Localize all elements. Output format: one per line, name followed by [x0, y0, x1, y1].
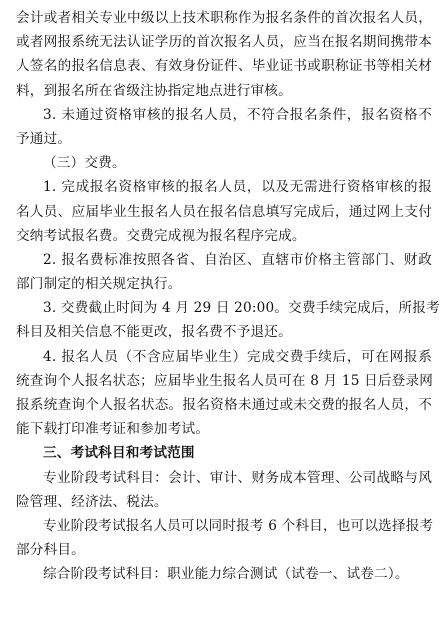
paragraph-line: 2. 报名费标准按照各省、自治区、直辖市价格主管部门、财政 — [43, 251, 432, 268]
paragraph-line: 险管理、经济法、税法。 — [16, 493, 168, 510]
paragraph-line: 专业阶段考试报名人员可以同时报考 6 个科目，也可以选择报考 — [43, 517, 434, 534]
paragraph-line: 报系统查询个人报名状态。报名资格未通过或未交费的报名人员，不 — [16, 397, 432, 413]
paragraph-line: 名人员、应届毕业生报名人员在报名信息填写完成后，通过网上支付 — [16, 203, 432, 220]
paragraph-line: 统查询个人报名状态；应届毕业生报名人员可在 8 月 15 日后登录网 — [16, 372, 434, 389]
paragraph-line: 部分科目。 — [16, 542, 85, 559]
paragraph-line: 综合阶段考试科目：职业能力综合测试（试卷一、试卷二）。 — [43, 566, 409, 583]
paragraph-line: 料，到报名所在省级注协指定地点进行审核。 — [16, 82, 292, 99]
paragraph-line: 专业阶段考试科目：会计、审计、财务成本管理、公司战略与风 — [43, 469, 432, 486]
paragraph-line: 会计或者相关专业中级以上技术职称作为报名条件的首次报名人员， — [16, 10, 432, 26]
section-heading: 三、考试科目和考试范围 — [43, 445, 195, 462]
paragraph-line: 人签名的报名信息表、有效身份证件、毕业证书或职称证书等相关材 — [16, 58, 432, 75]
paragraph-line: 部门制定的相关规定执行。 — [16, 276, 182, 293]
paragraph-line: 予通过。 — [16, 130, 72, 147]
paragraph-line: 能下载打印准考证和参加考试。 — [16, 421, 210, 438]
paragraph-line: 或者网报系统无法认证学历的首次报名人员，应当在报名期间携带本 — [16, 34, 432, 51]
paragraph-line: （三）交费。 — [43, 155, 126, 172]
paragraph-line: 交纳考试报名费。交费完成视为报名程序完成。 — [16, 227, 306, 244]
paragraph-line: 科目及相关信息不能更改，报名费不予退还。 — [16, 324, 292, 341]
paragraph-line: 1. 完成报名资格审核的报名人员，以及无需进行资格审核的报 — [43, 179, 432, 196]
paragraph-line: 3. 交费截止时间为 4 月 29 日 20:00。交费手续完成后，所报考 — [43, 300, 440, 317]
paragraph-line: 3. 未通过资格审核的报名人员，不符合报名条件，报名资格不 — [43, 106, 432, 123]
paragraph-line: 4. 报名人员（不含应届毕业生）完成交费手续后，可在网报系 — [43, 348, 432, 365]
